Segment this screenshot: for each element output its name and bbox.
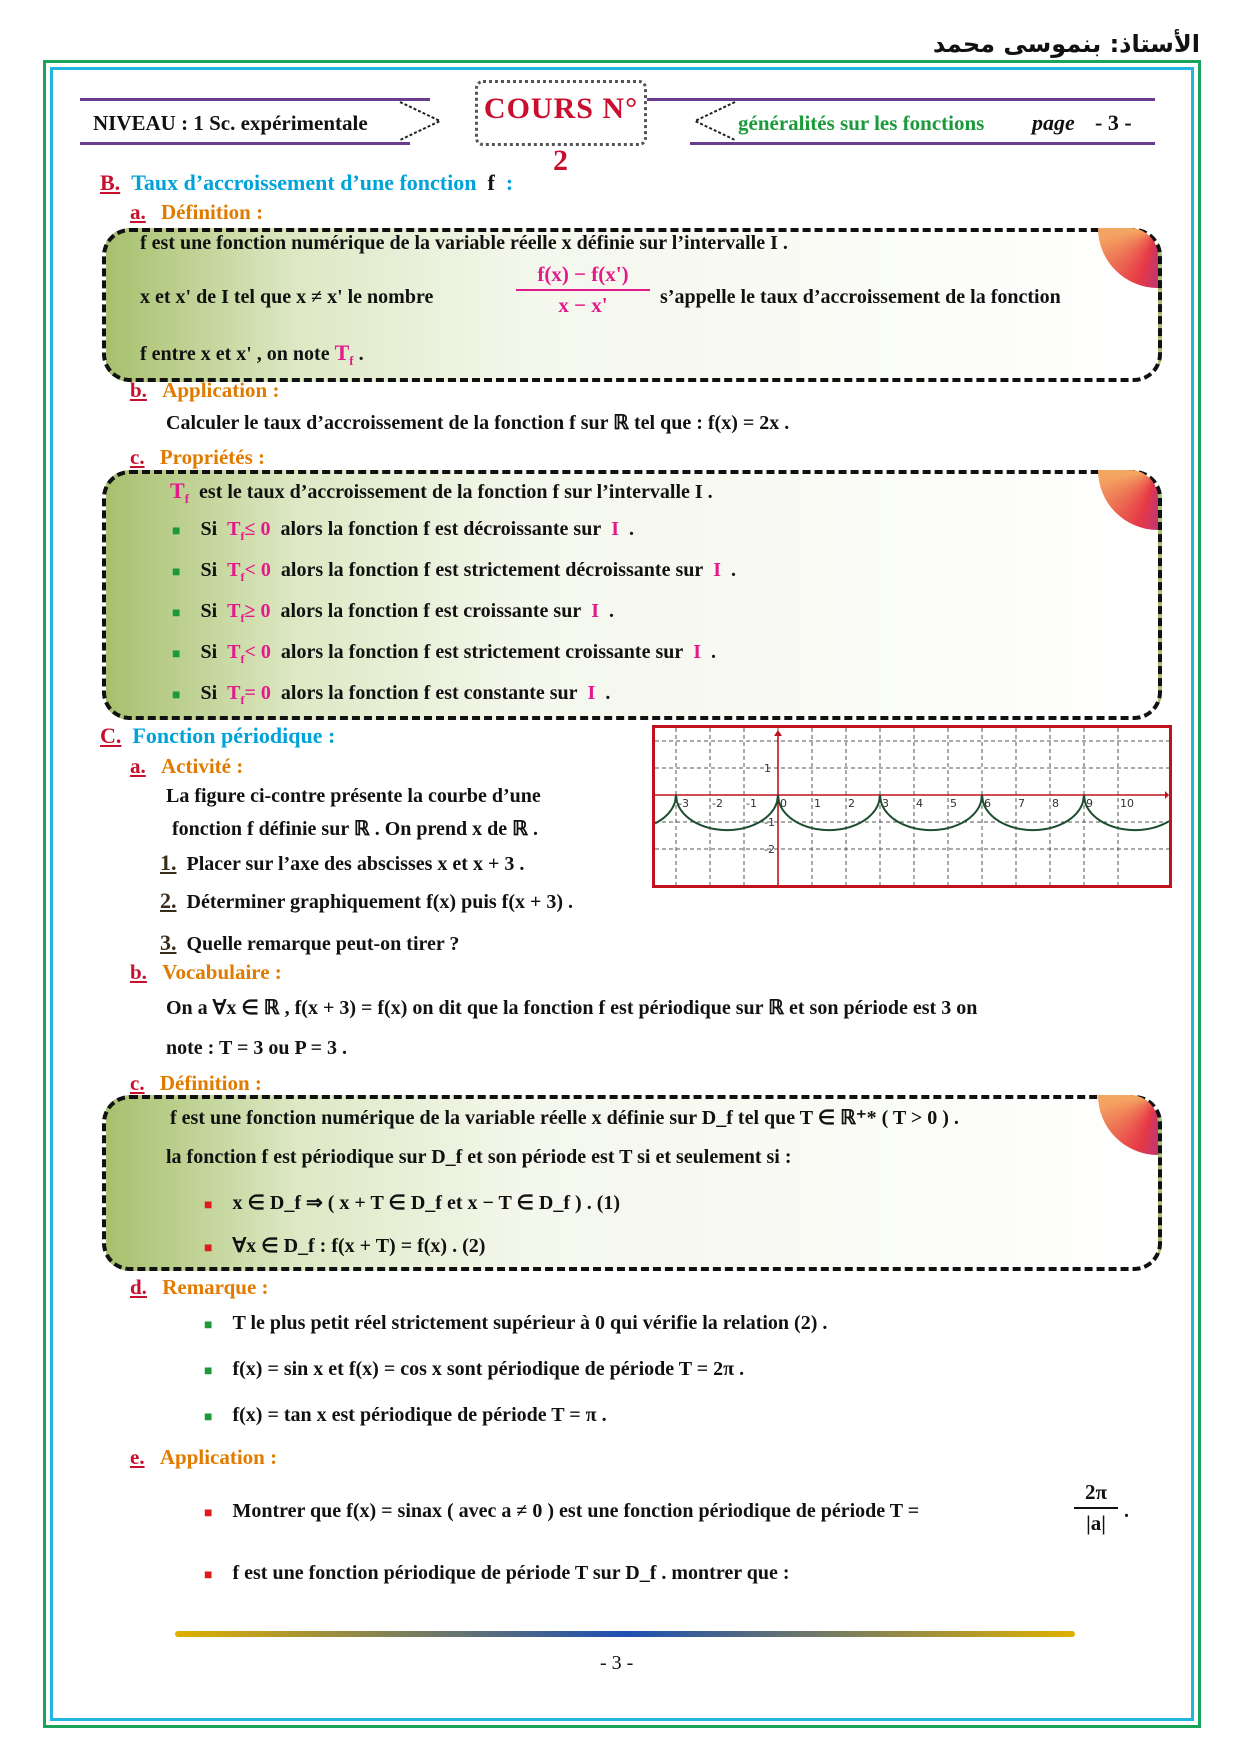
def2-line-2: la fonction f est périodique sur D_f et son période est T si et seulement si : (166, 1146, 792, 1168)
sub-cb-letter: b. (130, 960, 147, 984)
page-number-header: - 3 - (1095, 110, 1132, 135)
sub-cb-title: Vocabulaire : (162, 960, 282, 984)
sub-ca-letter: a. (130, 754, 146, 778)
sub-ce-heading (130, 1445, 277, 1470)
activity-line-1: La figure ci-contre présente la courbe d’une (166, 785, 541, 807)
sub-ce-letter: e. (130, 1445, 145, 1469)
x-tick-label: 0 (780, 797, 787, 810)
bullet-icon: ■ (204, 1506, 213, 1521)
properties-intro-text: est le taux d’accroissement de la fonction f sur l’intervalle I . (199, 481, 713, 503)
sub-cd-letter: d. (130, 1275, 147, 1299)
section-b-letter: B. (100, 170, 121, 195)
y-axis-arrow (774, 730, 782, 736)
header-rule-bottom-right (690, 142, 1155, 145)
y-tick-label: -2 (764, 843, 775, 856)
def-line-2-pre: x et x' de I tel que x ≠ x' le nombre (140, 286, 434, 308)
remark-item-3: ■ f(x) = tan x est périodique de période T = π . (204, 1404, 607, 1426)
question-number: 1. (160, 850, 177, 875)
header-rule-top-left (80, 98, 430, 101)
sub-b-title: Application : (162, 378, 280, 402)
tf-subscript-intro: f (184, 491, 190, 506)
bullet-icon: ■ (172, 565, 181, 580)
def-line-3-end: . (358, 343, 364, 365)
sub-ca-heading (130, 754, 243, 779)
activity-line-2: fonction f définie sur ℝ . On prend x de ℝ . (172, 818, 538, 840)
x-tick-label: 4 (916, 797, 923, 810)
teacher-name: الأستاذ: بنموسى محمد (932, 30, 1200, 58)
bullet-icon: ■ (204, 1568, 213, 1583)
x-tick-label: 10 (1120, 797, 1134, 810)
property-item: ■ Si $T_f= 0$ alors la fonction f est constante sur I . (172, 682, 611, 707)
x-tick-label: 2 (848, 797, 855, 810)
question-number: 2. (160, 888, 177, 913)
section-c-heading (100, 723, 335, 749)
sub-c-title: Propriétés : (159, 445, 265, 469)
sub-b-letter: b. (130, 378, 147, 402)
bullet-icon: ■ (172, 688, 181, 703)
property-item: ■ Si $T_f\le 0$ alors la fonction f est décroissante sur I . (172, 518, 634, 543)
topic-title: généralités sur les fonctions (738, 111, 985, 135)
x-tick-label: 9 (1086, 797, 1093, 810)
tf-sym: T (227, 559, 241, 581)
section-c-letter: C. (100, 723, 122, 748)
bullet-icon: ■ (172, 606, 181, 621)
section-b-title: Taux d’accroissement d’une fonction (131, 170, 477, 195)
sub-c-heading (130, 445, 265, 470)
sub-cc-letter: c. (130, 1071, 145, 1095)
bullet-icon: ■ (204, 1318, 213, 1333)
sub-cd-title: Remarque : (162, 1275, 269, 1299)
x-tick-label: 6 (984, 797, 991, 810)
header-arrow-right (685, 96, 745, 146)
sub-cd-heading (130, 1275, 269, 1300)
periodic-graph-svg (655, 728, 1169, 885)
fraction-denominator: x − x' (558, 293, 608, 317)
bullet-icon: ■ (172, 647, 181, 662)
x-axis-arrow (1165, 791, 1169, 799)
x-tick-label: 1 (814, 797, 821, 810)
bullet-icon: ■ (172, 524, 181, 539)
tf-symbol-intro: T (170, 478, 185, 503)
x-tick-label: -3 (678, 797, 689, 810)
sub-a-heading (130, 200, 263, 225)
application-item-1-end: . (1124, 1500, 1129, 1522)
y-tick-label: 1 (764, 762, 771, 775)
niveau-label: NIVEAU : 1 Sc. expérimentale (93, 111, 368, 135)
tf-subscript: f (349, 353, 354, 368)
section-c-title: Fonction périodique : (132, 723, 336, 748)
bullet-icon: ■ (204, 1241, 213, 1256)
fraction (516, 262, 650, 318)
application-item-1: ■ Montrer que f(x) = sinax ( avec a ≠ 0 ) est une fonction périodique de période T = (204, 1500, 920, 1522)
section-b-var: f (487, 170, 495, 195)
section-b-heading (100, 170, 513, 196)
tf-sym: T (227, 682, 241, 704)
sub-a-letter: a. (130, 200, 146, 224)
period-fraction-den: |a| (1086, 1511, 1106, 1535)
bullet-icon: ■ (204, 1364, 213, 1379)
bullet-icon: ■ (204, 1198, 213, 1213)
question-2: 2. Déterminer graphiquement f(x) puis f(x + 3) . (160, 888, 574, 913)
bullet-icon: ■ (204, 1410, 213, 1425)
def-line-3-pre: f entre x et x' , on note (140, 343, 330, 365)
fraction-numerator: f(x) − f(x') (537, 262, 629, 286)
property-item: ■ Si $T_f< 0$ alors la fonction f est strictement croissante sur I . (172, 641, 717, 666)
sub-cc-title: Définition : (159, 1071, 262, 1095)
x-tick-label: -2 (712, 797, 723, 810)
def2-line-1: f est une fonction numérique de la variable réelle x définie sur D_f tel que T ∈ ℝ⁺* ( T > 0 ) . (170, 1107, 959, 1129)
application-item-2: ■ f est une fonction périodique de période T sur D_f . montrer que : (204, 1562, 790, 1584)
tf-sym: T (227, 518, 241, 540)
remark-item-1: ■ T le plus petit réel strictement supérieur à 0 qui vérifie la relation (2) . (204, 1312, 828, 1334)
def2-item-1: ■ x ∈ D_f ⇒ ( x + T ∈ D_f et x − T ∈ D_f ) . (1) (204, 1192, 621, 1214)
x-tick-label: 3 (882, 797, 889, 810)
tf-symbol: T (334, 340, 350, 365)
remark-item-2: ■ f(x) = sin x et f(x) = cos x sont périodique de période T = 2π . (204, 1358, 745, 1380)
sub-b-heading (130, 378, 279, 403)
properties-intro (170, 478, 713, 507)
periodic-graph (652, 725, 1172, 888)
def-line-3 (140, 340, 364, 369)
tf-sym: T (227, 600, 241, 622)
property-item: ■ Si $T_f\ge 0$ alors la fonction f est croissante sur I . (172, 600, 614, 625)
def-line-2-post: s’appelle le taux d’accroissement de la fonction (660, 286, 1061, 308)
def2-item-2: ■ ∀x ∈ D_f : f(x + T) = f(x) . (2) (204, 1235, 486, 1257)
x-tick-label: 8 (1052, 797, 1059, 810)
x-tick-label: 5 (950, 797, 957, 810)
period-fraction (1074, 1480, 1118, 1536)
sub-c-letter: c. (130, 445, 145, 469)
vocab-line-2: note : T = 3 ou P = 3 . (166, 1037, 347, 1059)
period-fraction-num: 2π (1084, 1480, 1107, 1504)
def-line-1: f est une fonction numérique de la variable réelle x définie sur l’intervalle I . (140, 232, 788, 254)
question-3: 3. Quelle remarque peut-on tirer ? (160, 930, 460, 955)
x-tick-label: -1 (746, 797, 757, 810)
header-rule-bottom-left (80, 142, 410, 145)
sub-cb-heading (130, 960, 282, 985)
section-b-colon: : (505, 170, 514, 195)
tf-sym: T (227, 641, 241, 663)
sub-ce-title: Application : (159, 1445, 278, 1469)
header-arrow-left (390, 96, 450, 146)
sub-cc-heading (130, 1071, 262, 1096)
footer-page-number: - 3 - (600, 1652, 634, 1674)
properties-list (172, 518, 736, 723)
application-line: Calculer le taux d’accroissement de la fonction f sur ℝ tel que : f(x) = 2x . (166, 412, 790, 434)
page-label: page (1032, 110, 1075, 135)
question-number: 3. (160, 930, 177, 955)
sub-ca-title: Activité : (161, 754, 244, 778)
cours-badge (475, 80, 647, 177)
y-tick-label: -1 (764, 816, 775, 829)
vocab-line-1: On a ∀x ∈ ℝ , f(x + 3) = f(x) on dit que la fonction f est périodique sur ℝ et son période est 3 on (166, 997, 978, 1019)
x-tick-label: 7 (1018, 797, 1025, 810)
sub-a-title: Définition : (161, 200, 264, 224)
footer-rule (175, 1631, 1075, 1637)
property-item: ■ Si $T_f< 0$ alors la fonction f est strictement décroissante sur I . (172, 559, 737, 584)
cours-label: COURS N° 2 (483, 92, 639, 177)
question-1: 1. Placer sur l’axe des abscisses x et x + 3 . (160, 850, 525, 875)
